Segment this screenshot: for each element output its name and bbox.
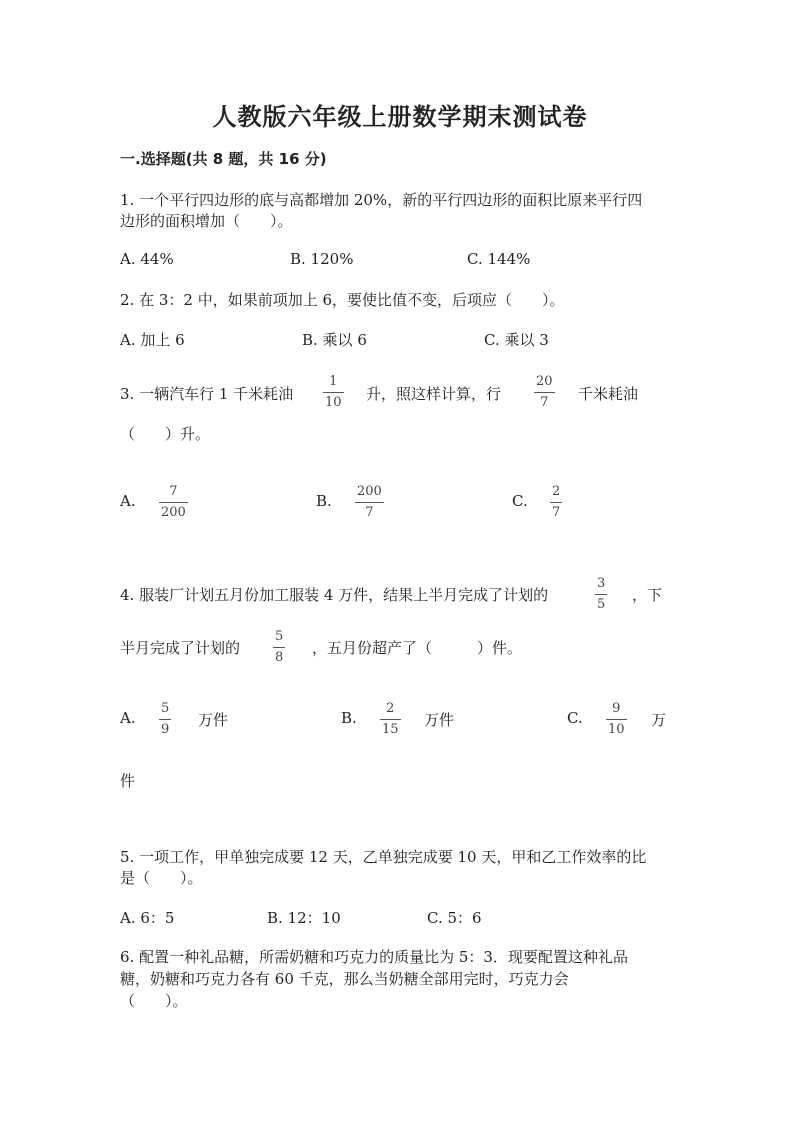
question-6-line-3: （ ）。: [120, 992, 188, 1010]
fraction-denominator: 7: [365, 504, 374, 520]
fraction-denominator: 9: [161, 721, 170, 737]
fraction-numerator: 3: [597, 576, 606, 591]
page-title: 人教版六年级上册数学期末测试卷: [212, 103, 588, 131]
question-2-option-b: B. 乘以 6: [302, 331, 367, 349]
fraction-numerator: 2: [386, 701, 395, 716]
question-4-text-4: ，五月份超产了（ ）件。: [312, 639, 523, 657]
question-2-text: 2. 在 3：2 中，如果前项加上 6，要使比值不变，后项应（ ）。: [120, 291, 565, 309]
question-1-option-b: B. 120%: [290, 250, 354, 268]
question-3-option-b-label: B.: [316, 492, 332, 510]
fraction-numerator: 20: [536, 374, 553, 389]
fraction-denominator: 5: [597, 596, 606, 612]
fraction-numerator: 5: [161, 701, 170, 716]
question-3-option-b-fraction: [356, 484, 383, 520]
question-4-option-b-unit: 万件: [424, 711, 455, 729]
question-3-text-1: 3. 一辆汽车行 1 千米耗油: [120, 385, 294, 403]
question-4-option-b-label: B.: [341, 709, 357, 727]
question-4-text-2: ，下: [632, 586, 663, 604]
question-4-option-b-fraction: [381, 701, 400, 737]
question-3-option-c-fraction: [551, 484, 561, 520]
fraction-denominator: 15: [382, 721, 399, 737]
question-3-text-3: 千米耗油: [578, 385, 639, 403]
question-4-option-a-unit: 万件: [198, 711, 229, 729]
fraction-numerator: 9: [612, 701, 621, 716]
fraction-denominator: 7: [552, 504, 561, 520]
question-1-option-c: C. 144%: [467, 250, 531, 268]
question-5-option-b: B. 12：10: [267, 909, 341, 927]
question-3-option-a-fraction: [160, 484, 187, 520]
fraction-numerator: 200: [357, 484, 382, 499]
question-4-fraction-2: [274, 629, 284, 665]
question-4-text-3: 半月完成了计划的: [120, 639, 241, 657]
fraction-denominator: 8: [275, 649, 284, 665]
question-6-line-1: 6. 配置一种礼品糖，所需奶糖和巧克力的质量比为 5：3．现要配置这种礼品: [120, 948, 628, 966]
fraction-denominator: 200: [161, 504, 186, 520]
question-3-fraction-1: [324, 374, 343, 410]
question-5-line-2: 是（ ）。: [120, 869, 203, 887]
question-4-fraction-1: [596, 576, 606, 612]
question-3-option-a-label: A.: [120, 492, 136, 510]
fraction-denominator: 10: [325, 394, 342, 410]
question-2-option-c: C. 乘以 3: [484, 331, 549, 349]
section-heading: 一.选择题(共 8 题，共 16 分): [120, 150, 327, 168]
question-1-option-a: A. 44%: [120, 250, 174, 268]
question-5-option-c: C. 5：6: [427, 909, 482, 927]
question-4-option-c-unit-wrap: 件: [120, 772, 136, 790]
question-3-line-2: （ ）升。: [120, 425, 211, 443]
question-1-line-2: 边形的面积增加（ ）。: [120, 212, 293, 230]
question-4-option-a-fraction: [160, 701, 170, 737]
fraction-numerator: 2: [552, 484, 561, 499]
fraction-denominator: 7: [540, 394, 549, 410]
question-3-fraction-2: [535, 374, 554, 410]
question-4-option-a-label: A.: [120, 709, 136, 727]
fraction-numerator: 1: [329, 374, 338, 389]
question-6-line-2: 糖，奶糖和巧克力各有 60 千克，那么当奶糖全部用完时，巧克力会: [120, 970, 569, 988]
fraction-denominator: 10: [608, 721, 625, 737]
question-4-option-c-fraction: [607, 701, 626, 737]
question-2-option-a: A. 加上 6: [120, 331, 185, 349]
question-4-option-c-unit: 万: [651, 711, 667, 729]
question-5-option-a: A. 6：5: [120, 909, 175, 927]
question-5-line-1: 5. 一项工作，甲单独完成要 12 天，乙单独完成要 10 天，甲和乙工作效率的比: [120, 848, 647, 866]
fraction-numerator: 7: [169, 484, 178, 499]
question-1-line-1: 1. 一个平行四边形的底与高都增加 20%，新的平行四边形的面积比原来平行四: [120, 191, 643, 209]
question-4-option-c-label: C.: [567, 709, 583, 727]
question-3-text-2: 升，照这样计算，行: [366, 385, 502, 403]
question-3-option-c-label: C.: [512, 492, 528, 510]
fraction-numerator: 5: [275, 629, 284, 644]
question-4-text-1: 4. 服装厂计划五月份加工服装 4 万件，结果上半月完成了计划的: [120, 586, 549, 604]
